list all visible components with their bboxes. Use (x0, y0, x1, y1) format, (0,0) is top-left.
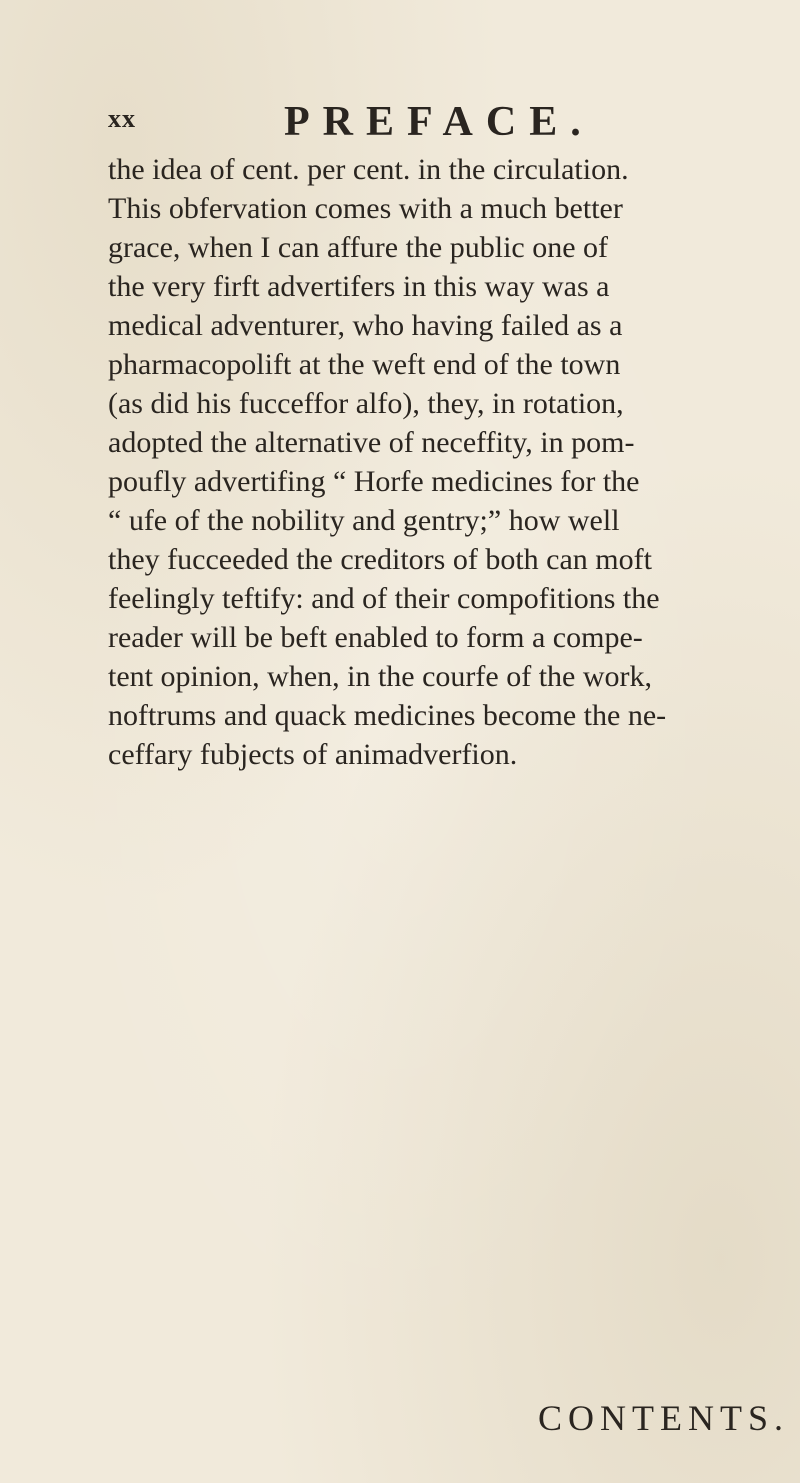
text-line: they fucceeded the creditors of both can moft (108, 543, 652, 576)
page-number: xx (108, 104, 136, 133)
text-line: adopted the alternative of neceffity, in pom- (108, 426, 635, 459)
text-line: “ ufe of the nobility and gentry;” how well (108, 504, 620, 537)
text-line: poufly advertifing “ Horfe medicines for the (108, 465, 640, 498)
page-header (108, 98, 748, 148)
text-line: ceffary fubjects of animadverfion. (108, 738, 518, 771)
text-line: medical adventurer, who having failed as a (108, 309, 623, 342)
text-line: pharmacopolift at the weft end of the town (108, 348, 621, 381)
text-line: (as did his fucceffor alfo), they, in rotation, (108, 387, 624, 420)
running-head: PREFACE. (284, 99, 594, 145)
text-line: the very firft advertifers in this way was a (108, 270, 610, 303)
text-line: feelingly teftify: and of their compofitions the (108, 582, 660, 615)
text-line: grace, when I can affure the public one of (108, 231, 609, 264)
body-text (108, 150, 748, 774)
text-line: This obfervation comes with a much better (108, 192, 623, 225)
text-line: tent opinion, when, in the courfe of the work, (108, 660, 653, 693)
text-line: noftrums and quack medicines become the ne- (108, 699, 667, 732)
text-line: the idea of cent. per cent. in the circulation. (108, 153, 629, 186)
text-line: reader will be beft enabled to form a compe- (108, 621, 643, 654)
catchword: CONTENTS. (538, 1398, 789, 1438)
